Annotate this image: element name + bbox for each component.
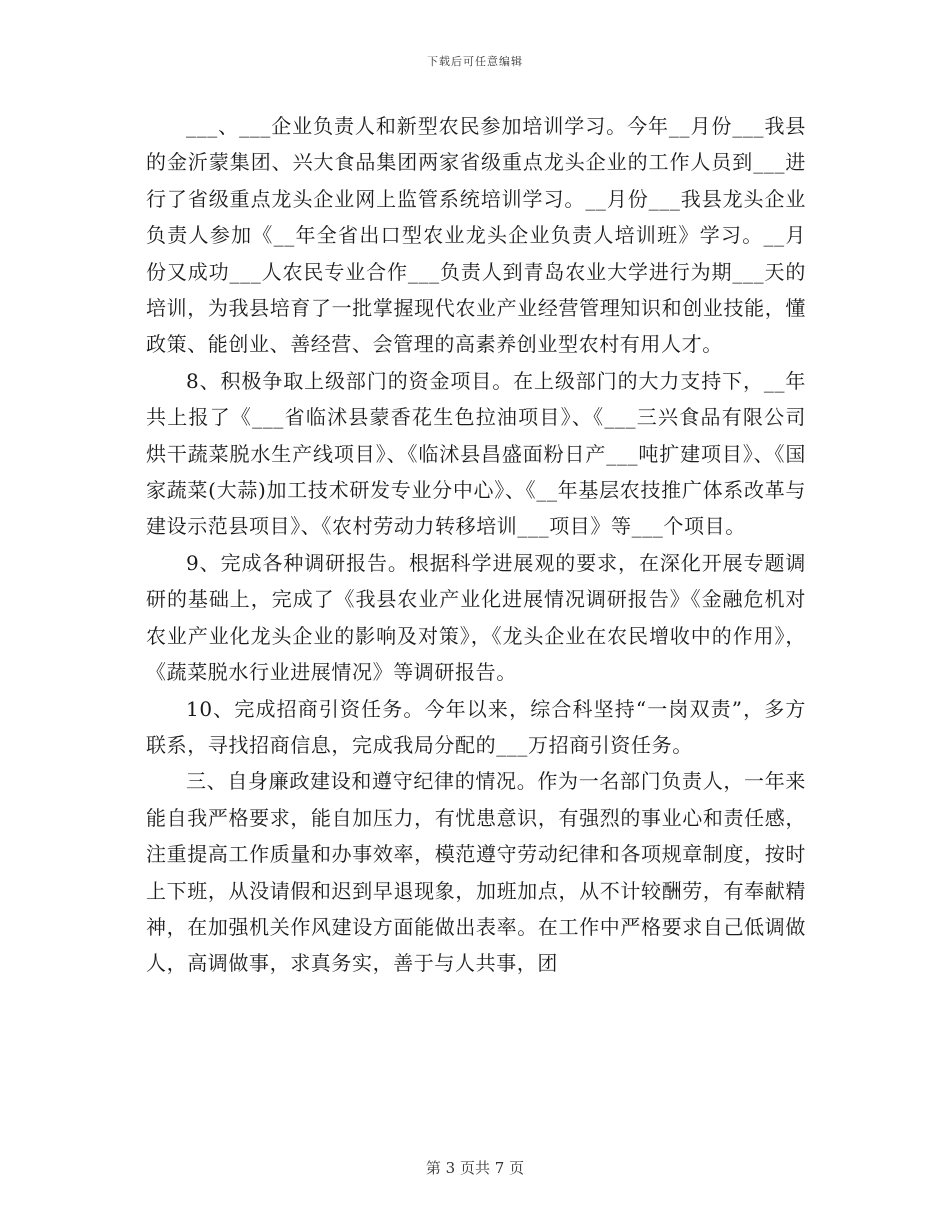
paragraph-investment: 10、完成招商引资任务。今年以来，综合科坚持“一岗双责”，多方联系，寻找招商信息，完成我局分配的___万招商引资任务。 — [146, 696, 806, 757]
paragraph-integrity: 三、自身廉政建设和遵守纪律的情况。作为一名部门负责人，一年来能自我严格要求，能自加压力，有忧患意识，有强烈的事业心和责任感，注重提高工作质量和办事效率，模范遵守劳动纪律和各项规章制度，按时上下班，从没请假和迟到早退现象，加班加点，从不计较酬劳，有奉献精神，在加强机关作风建设方面能做出表率。在工作中严格要求自己低调做人，高调做事，求真务实，善于与人共事，团 — [146, 769, 806, 976]
page-footer: 第 3 页共 7 页 — [425, 1159, 525, 1177]
paragraph-funding-projects: 8、积极争取上级部门的资金项目。在上级部门的大力支持下，__年共上报了《___省临沭县蒙香花生色拉油项目》、《___三兴食品有限公司烘干蔬菜脱水生产线项目》、《临沭县昌盛面粉日产___吨扩建项目》、《国家蔬菜(大蒜)加工技术研发专业分中心》、《__年基层农技推广体系改革与建设示范县项目》、《农村劳动力转移培训___项目》等___个项目。 — [146, 368, 806, 539]
paragraph-training: ___、___企业负责人和新型农民参加培训学习。今年__月份___我县的金沂蒙集团、兴大食品集团两家省级重点龙头企业的工作人员到___进行了省级重点龙头企业网上监管系统培训学习。__月份___我县龙头企业负责人参加《__年全省出口型农业龙头企业负责人培训班》学习。__月份又成功___人农民专业合作___负责人到青岛农业大学进行为期___天的培训，为我县培育了一批掌握现代农业产业经营管理知识和创业技能，懂政策、能创业、善经营、会管理的高素养创业型农村有用人才。 — [146, 114, 806, 357]
paragraph-research-reports: 9、完成各种调研报告。根据科学进展观的要求，在深化开展专题调研的基础上，完成了《我县农业产业化进展情况调研报告》《金融危机对农业产业化龙头企业的影响及对策》，《龙头企业在农民增收中的作用》，《蔬菜脱水行业进展情况》等调研报告。 — [146, 550, 806, 685]
document-body — [146, 108, 806, 982]
page-header: 下载后可任意编辑 — [427, 55, 523, 68]
